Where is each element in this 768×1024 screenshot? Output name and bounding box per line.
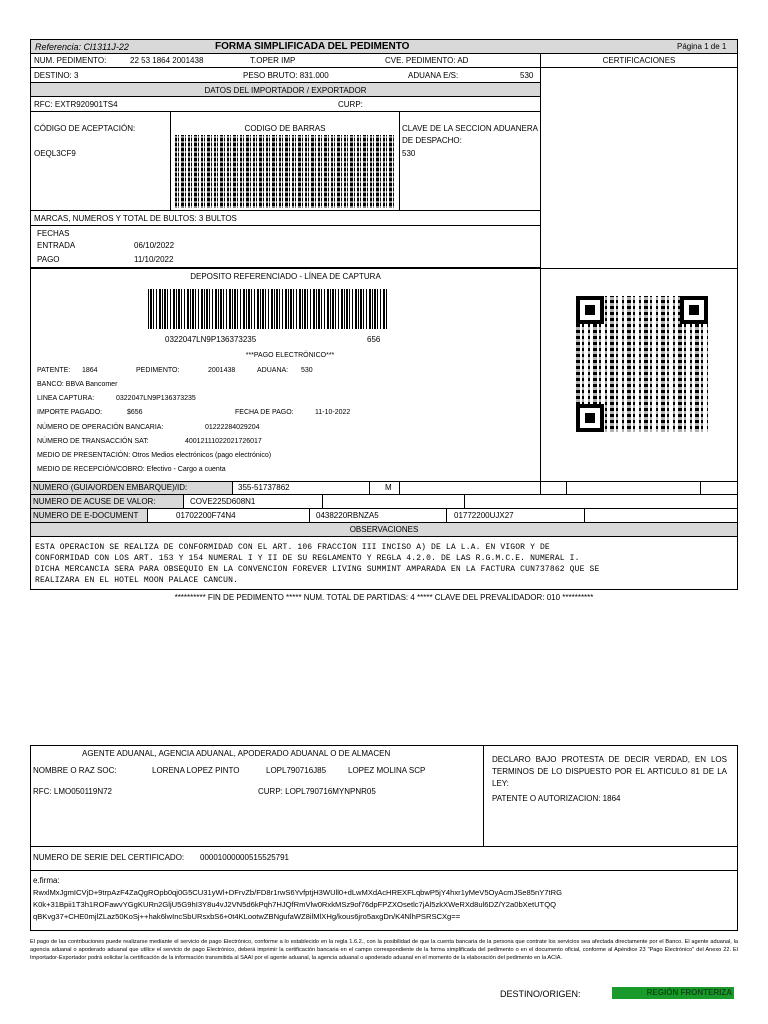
agente-line-1 xyxy=(31,846,737,847)
peso-bruto: PESO BRUTO: 831.000 xyxy=(243,71,329,80)
agente-line-2 xyxy=(31,870,737,871)
observaciones-line-1: ESTA OPERACION SE REALIZA DE CONFORMIDAD CON EL ART. 106 FRACCION III INCISO A) DE LA L.A. EN VIGOR Y DE xyxy=(35,543,550,552)
patente-label: PATENTE: xyxy=(37,367,71,374)
operacion-label: NÚMERO DE OPERACIÓN BANCARIA: xyxy=(37,424,164,431)
divider-deposito xyxy=(31,268,737,269)
linea-captura-barcode xyxy=(148,289,388,329)
transaccion-label: NÚMERO DE TRANSACCIÓN SAT: xyxy=(37,438,149,445)
qr-finder-icon xyxy=(680,296,708,324)
destino: DESTINO: 3 xyxy=(34,71,79,80)
codigo-barras-label: CODIGO DE BARRAS xyxy=(244,124,326,133)
form-title: FORMA SIMPLIFICADA DEL PEDIMENTO xyxy=(215,41,410,52)
patente-autorizacion: PATENTE O AUTORIZACION: 1864 xyxy=(492,794,621,803)
acuse-label: NUMERO DE ACUSE DE VALOR: xyxy=(33,497,156,506)
clave-seccion-value: 530 xyxy=(402,149,416,158)
guia-cell-1 xyxy=(232,482,233,494)
fin-de-pedimento: ********** FIN DE PEDIMENTO ***** NUM. TOTAL DE PARTIDAS: 4 ***** CLAVE DEL PREVALIDADOR: 010 ********** xyxy=(174,593,594,602)
edocument-cell-4 xyxy=(584,509,585,523)
agente-rfc-nombre: LOPL790716J85 xyxy=(266,766,327,775)
aduana-es-label: ADUANA E/S: xyxy=(408,71,459,80)
observaciones-line-2: CONFORMIDAD CON LOS ART. 153 Y 154 NUMERAL I Y II DE SU REGLAMENTO Y REGLA 4.2.0. DE LAS R.G.M.C.E. NUMERAL I. xyxy=(35,554,580,563)
pedimento-value: 2001438 xyxy=(208,367,236,374)
page-number: Página 1 de 1 xyxy=(677,42,727,51)
linea-captura-text: 0322047LN9P136373235 xyxy=(165,335,257,344)
edocument-cell-3 xyxy=(446,509,447,523)
agente-curp: CURP: LOPL790716MYNPNR05 xyxy=(258,787,376,796)
guia-cell-6 xyxy=(700,482,701,494)
referencia: Referencia: Cl1311J-22 xyxy=(35,42,129,52)
importador-section-title: DATOS DEL IMPORTADOR / EXPORTADOR xyxy=(204,86,367,95)
declaro-text: DECLARO BAJO PROTESTA DE DECIR VERDAD, EN LOS TERMINOS DE LO DISPUESTO POR EL ARTICULO 81 DE LA LEY: xyxy=(492,755,727,788)
num-pedimento-label: NUM. PEDIMENTO: xyxy=(34,56,107,65)
fechas-label: FECHAS xyxy=(37,229,70,238)
edocument-value-2: 0438220RBNZA5 xyxy=(316,511,379,520)
qr-finder-icon xyxy=(576,296,604,324)
guia-cell-3 xyxy=(399,482,400,494)
agente-nombre: LORENA LOPEZ PINTO xyxy=(152,766,240,775)
codigo-aceptacion: OEQL3CF9 xyxy=(34,149,76,158)
num-pedimento: 22 53 1864 2001438 xyxy=(130,56,204,65)
aduana-es: 530 xyxy=(520,71,534,80)
destino-origen-value: REGIÓN FRONTERIZA xyxy=(646,988,732,997)
medio-recepcion: MEDIO DE RECEPCIÓN/COBRO: Efectivo - Cargo a cuenta xyxy=(37,466,226,473)
banco: BANCO: BBVA Bancomer xyxy=(37,381,118,388)
guia-tipo: M xyxy=(385,483,392,492)
guia-cell-5 xyxy=(566,482,567,494)
destino-origen-label: DESTINO/ORIGEN: xyxy=(500,989,581,999)
observaciones-title: OBSERVACIONES xyxy=(349,525,419,534)
efirma-line-2: K0k+31Bpii1T3h1ROFawvYGgKURn2GljU5G9hI3Y8u4vJ2VN5d6kPqh7HJQfRmVlw0RxkMSz9of76dpFPZXOsetlc7jAl5zkXWeRXd8ul6DZ/Y2a0bXetUTQQ xyxy=(33,900,557,909)
linea-captura-monto: 656 xyxy=(367,335,381,344)
guia-label: NUMERO (GUIA/ORDEN EMBARQUE)/ID: xyxy=(33,483,188,492)
acuse-value: COVE225D608N1 xyxy=(190,497,256,506)
importador-rfc: RFC: EXTR920901TS4 xyxy=(34,100,118,109)
efirma-line-1: RwxlMxJgmICVjD+9trpAzF4ZaQgROpb0qj0G5CU31yWl+DFrvZb/FD8r1rwS6YvfptjH3WUll0+dLwMXdAcHREXFLqbwP5jY4hxr1yMeV5OyAcmJSe85nY7tRG xyxy=(33,888,562,897)
deposito-title: DEPOSITO REFERENCIADO - LÍNEA DE CAPTURA xyxy=(190,272,381,281)
pago-label: PAGO xyxy=(37,255,60,264)
medio-presentacion: MEDIO DE PRESENTACIÓN: Otros Medios electrónicos (pago electrónico) xyxy=(37,452,272,459)
importe-label: IMPORTE PAGADO: xyxy=(37,409,103,416)
entrada-label: ENTRADA xyxy=(37,241,76,250)
operacion-value: 01222284029204 xyxy=(205,424,260,431)
clave-seccion-label: CLAVE DE LA SECCION ADUANERA DE DESPACHO: xyxy=(402,124,538,145)
fecha-pago-label: FECHA DE PAGO: xyxy=(235,409,294,416)
linea-captura-label: LINEA CAPTURA: xyxy=(37,395,95,402)
importador-curp: CURP: xyxy=(338,100,363,109)
entrada-date: 06/10/2022 xyxy=(134,241,175,250)
edocument-value-3: 01772200UJX27 xyxy=(454,511,514,520)
serie-certificado-label: NUMERO DE SERIE DEL CERTIFICADO: xyxy=(33,853,185,862)
deposito-aduana-value: 530 xyxy=(301,367,313,374)
destino-origen-badge xyxy=(612,987,734,999)
serie-certificado: 00001000000515525791 xyxy=(200,853,289,862)
guia-cell-4 xyxy=(540,482,541,494)
efirma-label: e.firma: xyxy=(33,876,60,885)
fechas-area xyxy=(31,226,540,268)
pago-electronico: ***PAGO ELECTRÓNICO*** xyxy=(245,352,335,359)
acuse-cell-1 xyxy=(183,495,184,509)
edocument-cell-1 xyxy=(147,509,148,523)
agente-title: AGENTE ADUANAL, AGENCIA ADUANAL, APODERADO ADUANAL O DE ALMACEN xyxy=(82,749,391,758)
legal-text: El pago de las contribuciones puede realizarse mediante el servicio de pago Electrónico, conforme a lo establecido en la regla 1.6.2., con la posibilidad de que la cuenta bancaria de la persona que contrate los servicios sea afectada directamente por el Banco. El agente aduanal, la agencia aduanal o apoderado aduanal que utilice el servicio de pago Electrónico, deberá imprimir la certificación bancaria en el campo correspondiente de la forma simplificada del pedimento o en el documento oficial, conforme al Apéndice 23 "Pago Electrónico" del Anexo 22. El Importador-Exportador podrá solicitar la certificación de la información transmitida al SAAI por el agente aduanal, la agencia aduanal o apoderado aduanal en el momento de la elaboración del pedimento en la ACIA. xyxy=(30,939,738,962)
fecha-pago-value: 11-10-2022 xyxy=(315,409,351,416)
agente-razon: LOPEZ MOLINA SCP xyxy=(348,766,426,775)
acuse-cell-3 xyxy=(464,495,465,509)
qr-finder-icon xyxy=(576,404,604,432)
codigo-divider-right xyxy=(399,112,400,211)
importe-value: $656 xyxy=(127,409,143,416)
edocument-cell-2 xyxy=(309,509,310,523)
agente-rfc: RFC: LMO050119N72 xyxy=(33,787,112,796)
guia-cell-2 xyxy=(369,482,370,494)
observaciones-line-4: REALIZARA EN EL HOTEL MOON PALACE CANCUN. xyxy=(35,576,238,585)
qr-code xyxy=(576,296,708,432)
marcas-bultos: MARCAS, NUMEROS Y TOTAL DE BULTOS: 3 BULTOS xyxy=(34,214,237,223)
edocument-value-1: 01702200F74N4 xyxy=(176,511,236,520)
cve-pedimento: CVE. PEDIMENTO: AD xyxy=(385,56,469,65)
tipo-operacion: T.OPER IMP xyxy=(250,56,296,65)
deposito-aduana-label: ADUANA: xyxy=(257,367,289,374)
pdf417-barcode xyxy=(175,135,395,208)
pedimento-label: PEDIMENTO: xyxy=(136,367,180,374)
acuse-cell-2 xyxy=(322,495,323,509)
codigo-aceptacion-label: CÓDIGO DE ACEPTACIÓN: xyxy=(34,124,136,133)
observaciones-line-3: DICHA MERCANCIA SERA PARA OBSEQUIO EN LA CONVENCION FOREVER LIVING SUMMINT AMPARADA EN LA FACTURA CUN737862 QUE SE xyxy=(35,565,600,574)
patente-value: 1864 xyxy=(82,367,98,374)
linea-captura-value: 0322047LN9P136373235 xyxy=(116,395,196,402)
certificaciones-title: CERTIFICACIONES xyxy=(602,56,676,65)
transaccion-value: 40012111022021726017 xyxy=(185,438,262,445)
efirma-line-3: qBKvg37+CHE0mjlZLaz50KoSj++hak6lwIncSbURsxbS6+0t4KLootwZBNgufaWZ8ilMlXHg/kous6jro5axgDn/K4NlhPSRSCXg== xyxy=(33,912,461,921)
guia-value: 355-51737862 xyxy=(238,483,290,492)
agente-divider xyxy=(483,746,484,846)
pago-date: 11/10/2022 xyxy=(134,255,174,264)
agente-nombre-label: NOMBRE O RAZ SOC: xyxy=(33,766,117,775)
edocument-label: NUMERO DE E-DOCUMENT xyxy=(33,511,139,520)
